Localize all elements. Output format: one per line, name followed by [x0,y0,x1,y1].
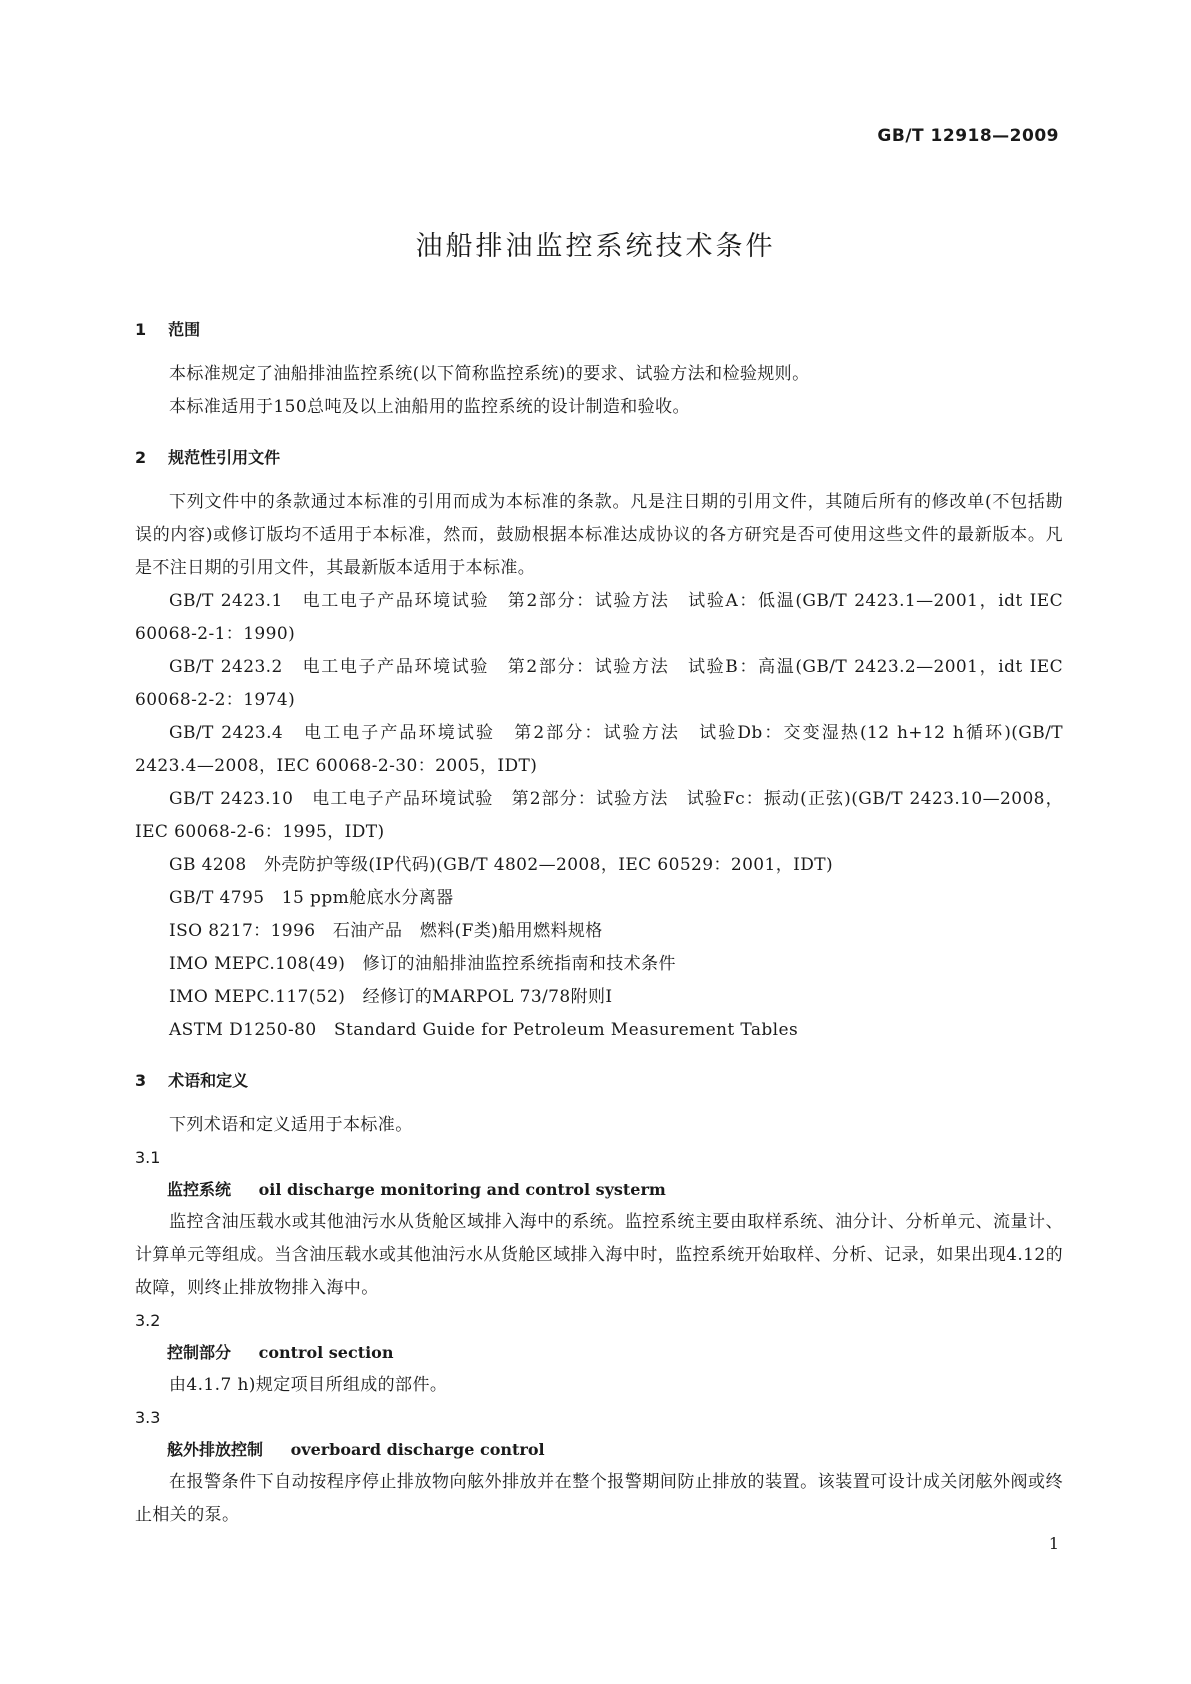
term-heading [135,1174,1063,1206]
paragraph: 下列文件中的条款通过本标准的引用而成为本标准的条款。凡是注日期的引用文件，其随后所有的修改单(不包括勘误的内容)或修订版均不适用于本标准，然而，鼓励根据本标准达成协议的各方研究是否可使用这些文件的最新版本。凡是不注日期的引用文件，其最新版本适用于本标准。 [135,492,1063,578]
reference-entry: ISO 8217：1996 石油产品 燃料(F类)船用燃料规格 [169,921,603,941]
paragraph: 下列术语和定义适用于本标准。 [169,1115,413,1135]
standard-code: GB/T 12918—2009 [877,126,1059,146]
page-number: 1 [1048,1534,1059,1553]
term-heading [135,1434,1063,1466]
term-number: 3.1 [135,1148,161,1167]
reference-entry: ASTM D1250-80 Standard Guide for Petroleum Measurement Tables [169,1020,799,1040]
term-number: 3.3 [135,1408,161,1427]
term-english: control section [258,1343,394,1362]
term-english: overboard discharge control [290,1440,545,1459]
section-2-heading [135,448,1063,468]
section-title: 术语和定义 [168,1071,249,1090]
term-number: 3.2 [135,1311,161,1330]
section-title: 规范性引用文件 [168,448,281,467]
term-heading [135,1337,1063,1369]
term-chinese: 控制部分 [167,1343,232,1362]
reference-entry: IMO MEPC.117(52) 经修订的MARPOL 73/78附则Ⅰ [169,987,613,1007]
reference-entry: GB/T 4795 15 ppm舱底水分离器 [169,888,454,908]
reference-entry: IMO MEPC.108(49) 修订的油船排油监控系统指南和技术条件 [169,954,676,974]
reference-entry: GB/T 2423.10 电工电子产品环境试验 第2部分：试验方法 试验Fc：振动(正弦)(GB/T 2423.10—2008，IEC 60068-2-6：1995，IDT) [135,789,1063,842]
document-title: 油船排油监控系统技术条件 [415,231,776,262]
section-title: 范围 [168,320,201,339]
reference-entry: GB 4208 外壳防护等级(IP代码)(GB/T 4802—2008，IEC 60529：2001，IDT) [169,855,834,875]
term-chinese: 舷外排放控制 [167,1440,264,1459]
document-body [135,320,1063,1532]
reference-entry: GB/T 2423.1 电工电子产品环境试验 第2部分：试验方法 试验A：低温(GB/T 2423.1—2001，idt IEC 60068-2-1：1990) [135,591,1063,644]
term-chinese: 监控系统 [167,1180,232,1199]
section-3-heading [135,1071,1063,1091]
reference-entry: GB/T 2423.2 电工电子产品环境试验 第2部分：试验方法 试验B：高温(GB/T 2423.2—2001，idt IEC 60068-2-2：1974) [135,657,1063,710]
term-definition: 监控含油压载水或其他油污水从货舱区域排入海中的系统。监控系统主要由取样系统、油分计、分析单元、流量计、计算单元等组成。当含油压载水或其他油污水从货舱区域排入海中时，监控系统开始取样、分析、记录，如果出现4.12的故障，则终止排放物排入海中。 [135,1212,1063,1298]
section-1-heading [135,320,1063,340]
term-definition: 在报警条件下自动按程序停止排放物向舷外排放并在整个报警期间防止排放的装置。该装置可设计成关闭舷外阀或终止相关的泵。 [135,1472,1063,1525]
reference-entry: GB/T 2423.4 电工电子产品环境试验 第2部分：试验方法 试验Db：交变湿热(12 h+12 h循环)(GB/T 2423.4—2008，IEC 60068-2-30：2005，IDT) [135,723,1063,776]
section-number: 2 [135,448,147,467]
section-number: 1 [135,320,147,339]
section-number: 3 [135,1071,147,1090]
term-definition: 由4.1.7 h)规定项目所组成的部件。 [169,1375,448,1395]
paragraph: 本标准适用于150总吨及以上油船用的监控系统的设计制造和验收。 [169,397,690,417]
paragraph: 本标准规定了油船排油监控系统(以下简称监控系统)的要求、试验方法和检验规则。 [169,364,810,384]
term-english: oil discharge monitoring and control systerm [258,1180,666,1199]
